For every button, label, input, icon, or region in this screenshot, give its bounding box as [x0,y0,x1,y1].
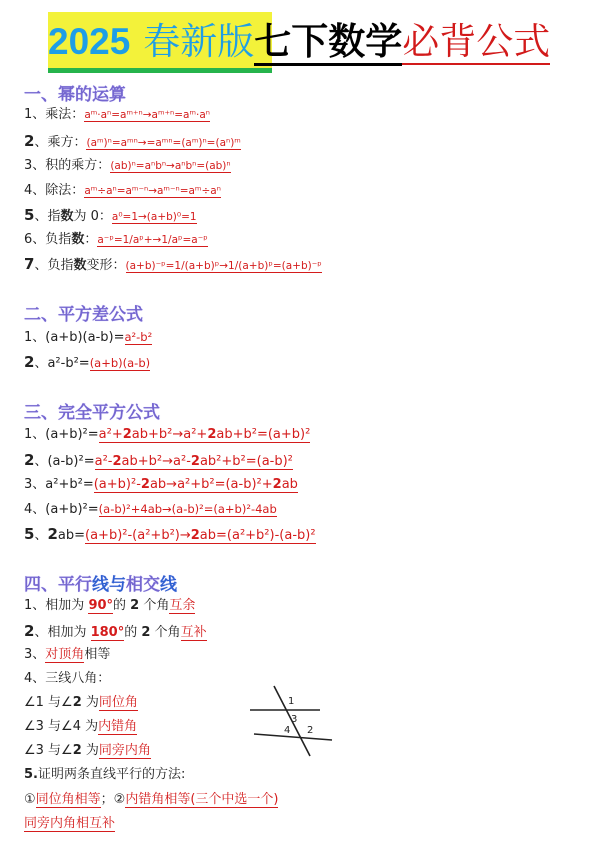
list-item: ①同位角相等；②内错角相等(三个中选一个) [24,792,279,807]
formula-answer: (a+b)(a-b) [89,356,151,370]
list-item: 同旁内角相互补 [24,816,116,831]
list-item: 6、负指数：a⁻ᵖ=1/aᵖ+→1/aᵖ=a⁻ᵖ [24,232,208,247]
formula-answer: (a-b)²+4ab→(a-b)²=(a+b)²-4ab [98,502,277,516]
list-item: 4、(a+b)²=(a-b)²+4ab→(a-b)²=(a+b)²-4ab [24,502,277,517]
list-item: 3、a²+b²=(a+b)²-2ab→a²+b²=(a-b)²+2ab [24,477,298,492]
angle-label-3: 3 [291,714,298,725]
angle-label-4: 4 [284,725,291,736]
section-heading-diff-squares: 二、平方差公式 [24,305,143,325]
angle-pair: ∠3 与∠4 为内错角 [24,719,138,734]
angle-pair: ∠3 与∠2 为同旁内角 [24,743,151,758]
list-item: 5.证明两条直线平行的方法: [24,767,186,782]
list-item: 2、乘方：(aᵐ)ⁿ=aᵐⁿ→=aᵐⁿ=(aᵐ)ⁿ=(aⁿ)ᵐ [24,132,241,150]
list-item: 1、相加为 90°的 2 个角互余 [24,598,196,613]
title-topic: 必背公式 [402,20,551,63]
list-item: 3、对顶角相等 [24,647,111,662]
title-year: 2025 [48,21,131,62]
section-heading-perfect-square: 三、完全平方公式 [24,403,160,423]
list-item: 3、积的乘方：(ab)ⁿ=aⁿbⁿ→aⁿbⁿ=(ab)ⁿ [24,158,231,173]
transversal-diagram [244,682,344,762]
list-item: 2、相加为 180°的 2 个角互补 [24,622,207,640]
formula-answer: aᵐ÷aⁿ=aᵐ⁻ⁿ→aᵐ⁻ⁿ=aᵐ÷aⁿ [84,185,221,197]
formula-answer: a²-b² [124,330,153,344]
list-item: 1、乘法：aᵐ·aⁿ=aᵐ⁺ⁿ→aᵐ⁺ⁿ=aᵐ·aⁿ [24,107,210,122]
parallel-line-bottom [254,734,332,740]
list-item: 2、a²-b²=(a+b)(a-b) [24,353,151,371]
list-item: 5、指数为 0：a⁰=1→(a+b)⁰=1 [24,206,197,224]
angle-label-2: 2 [307,725,314,736]
section-heading-lines: 四、平行线与相交线 [24,575,177,595]
page-title [48,16,550,68]
list-item: 2、(a-b)²=a²-2ab+b²→a²-2ab²+b²=(a-b)² [24,451,293,469]
formula-answer: a⁰=1→(a+b)⁰=1 [111,211,197,223]
formula-answer: (aᵐ)ⁿ=aᵐⁿ→=aᵐⁿ=(aᵐ)ⁿ=(aⁿ)ᵐ [86,137,241,149]
list-item: 5、2ab=(a+b)²-(a²+b²)→2ab=(a²+b²)-(a-b)² [24,525,316,543]
list-item: 7、负指数变形：(a+b)⁻ᵖ=1/(a+b)ᵖ→1/(a+b)ᵖ=(a+b)⁻ᵖ [24,255,322,273]
formula-answer: (a+b)⁻ᵖ=1/(a+b)ᵖ→1/(a+b)ᵖ=(a+b)⁻ᵖ [125,260,322,272]
list-item: 4、除法：aᵐ÷aⁿ=aᵐ⁻ⁿ→aᵐ⁻ⁿ=aᵐ÷aⁿ [24,183,221,198]
formula-answer: (ab)ⁿ=aⁿbⁿ→aⁿbⁿ=(ab)ⁿ [110,160,231,172]
title-edition: 春新版 [143,20,255,63]
list-item: 4、三线八角： [24,671,111,686]
list-item: 1、(a+b)²=a²+2ab+b²→a²+2ab+b²=(a+b)² [24,427,311,442]
title-banner [0,10,603,72]
section-heading-power: 一、幂的运算 [24,85,126,105]
formula-answer: aᵐ·aⁿ=aᵐ⁺ⁿ→aᵐ⁺ⁿ=aᵐ·aⁿ [84,109,210,121]
angle-pair: ∠1 与∠2 为同位角 [24,695,138,710]
angle-label-1: 1 [288,696,295,707]
formula-answer: a⁻ᵖ=1/aᵖ+→1/aᵖ=a⁻ᵖ [97,234,208,246]
list-item: 1、(a+b)(a-b)=a²-b² [24,330,153,345]
title-subject: 七下数学 [254,20,402,66]
